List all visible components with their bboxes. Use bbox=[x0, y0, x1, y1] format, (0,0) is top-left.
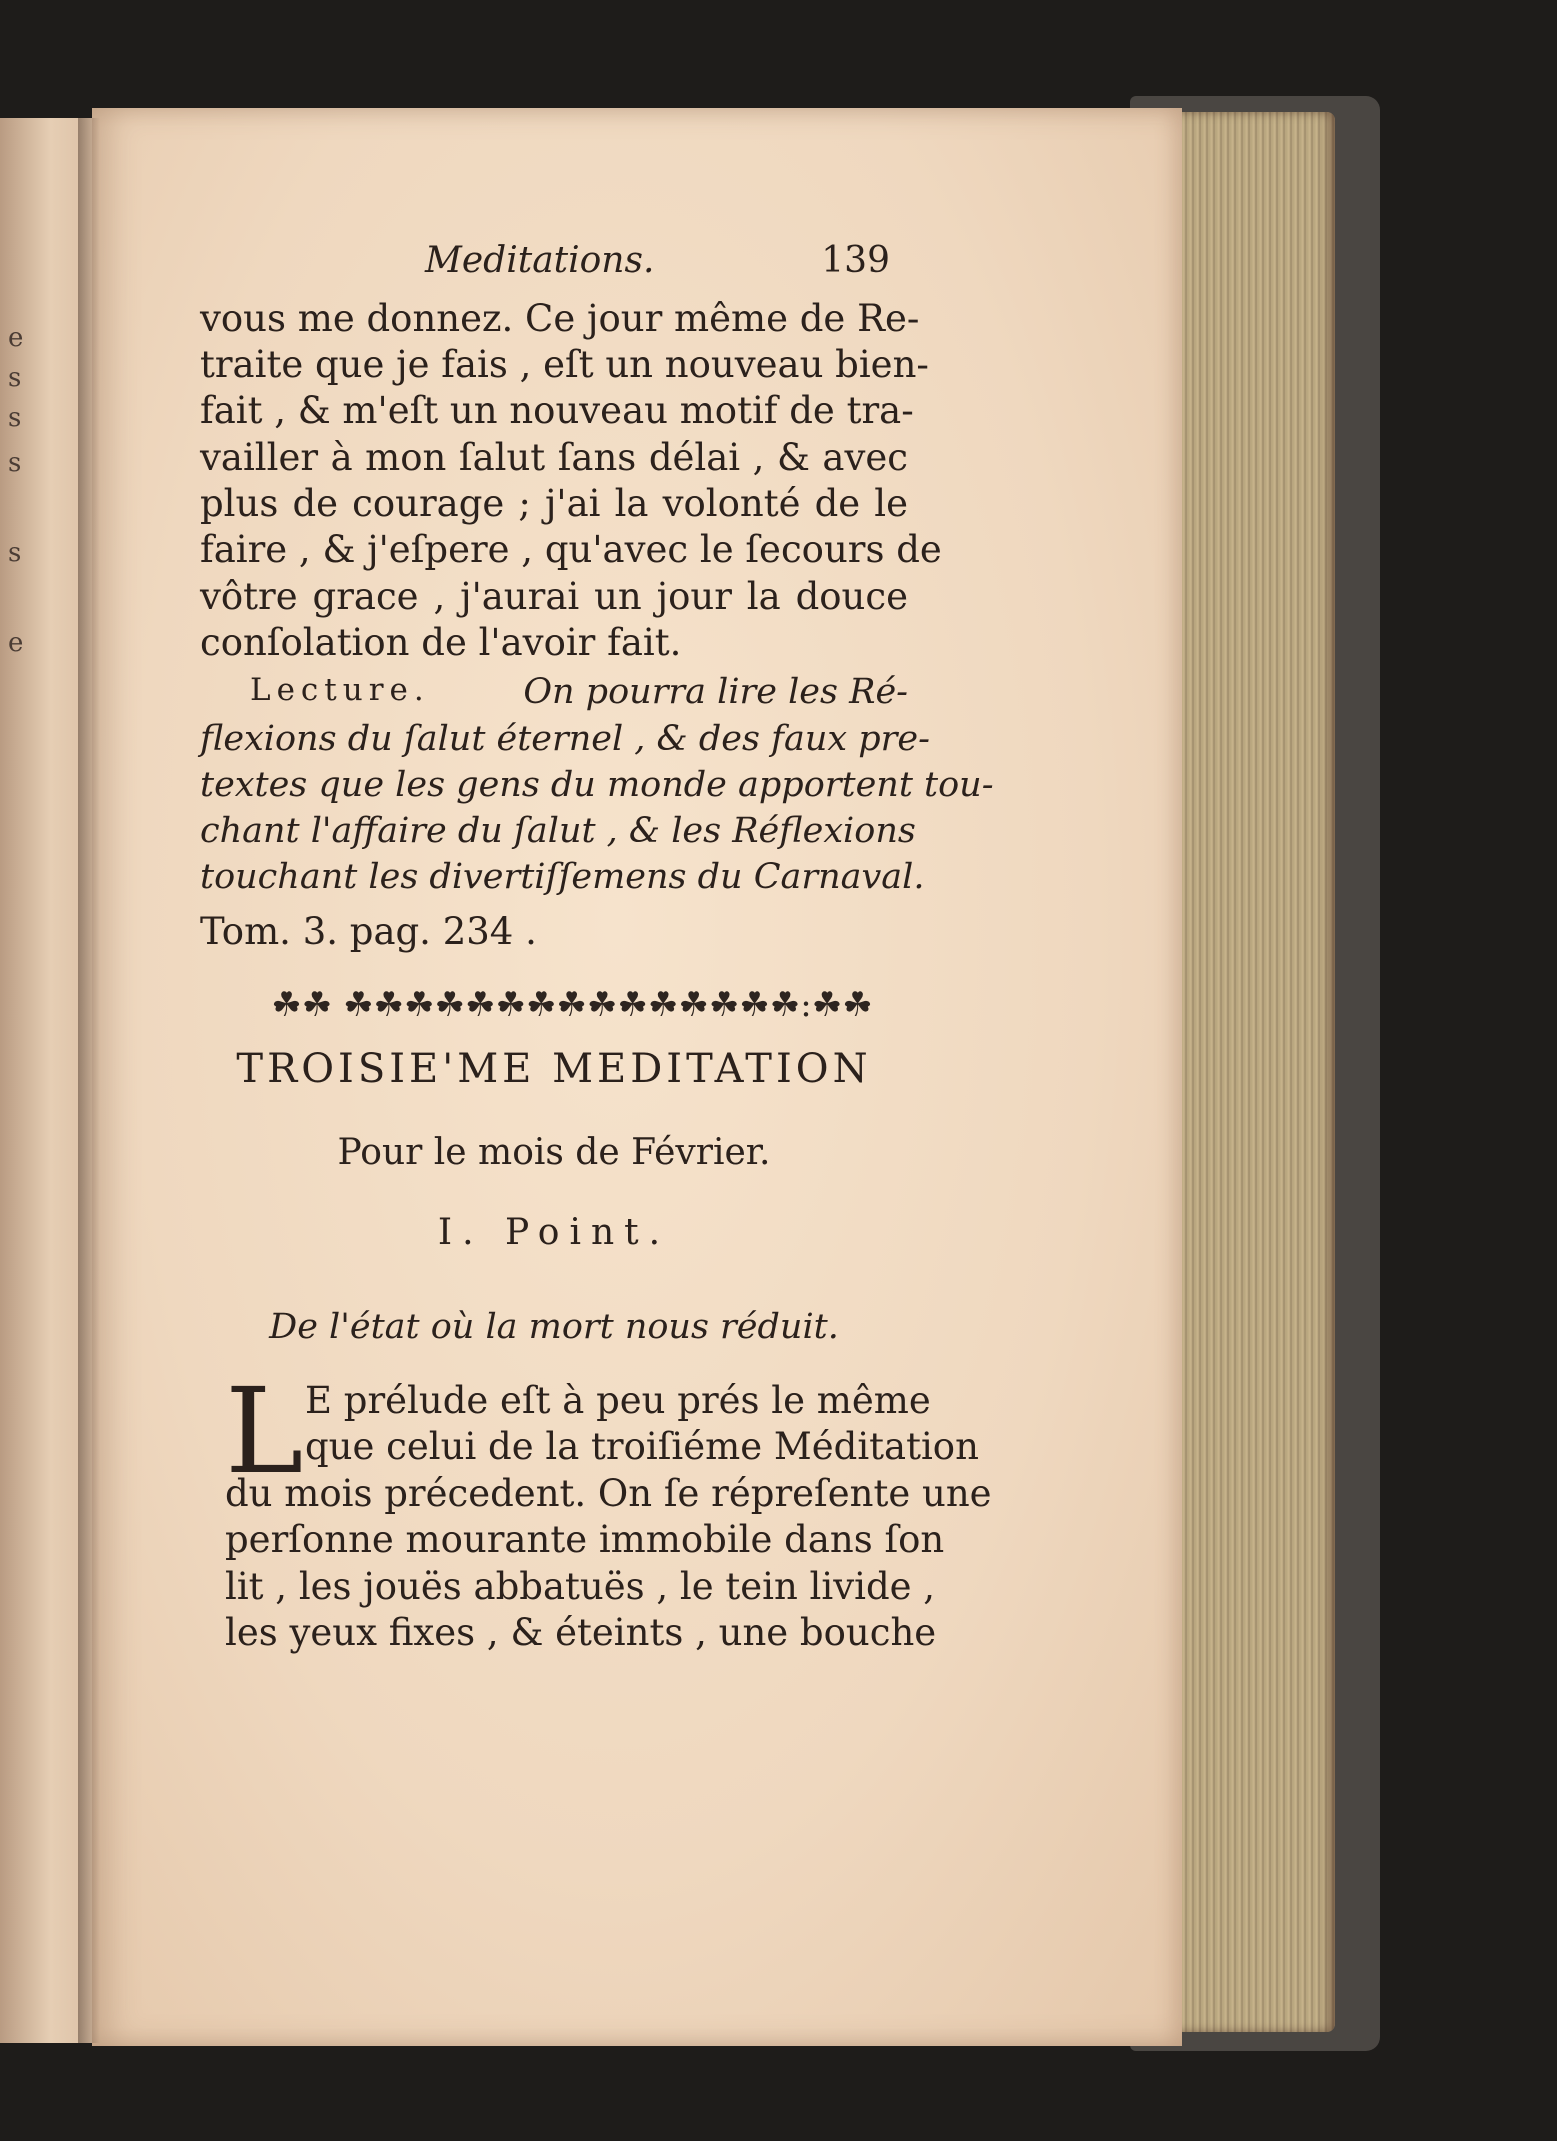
section-title: TROISIE'ME MEDITATION bbox=[236, 1046, 872, 1092]
text-line: perſonne mourante immobile dans ſon bbox=[225, 1518, 945, 1561]
point-heading: I. Point. bbox=[437, 1212, 671, 1253]
lecture-label: Lecture. bbox=[250, 672, 430, 708]
running-header bbox=[425, 240, 890, 284]
text-line: traite que je fais , eſt un nouveau bien- bbox=[200, 343, 929, 386]
page-block-edge bbox=[1160, 112, 1335, 2032]
text-line: conſolation de l'avoir fait. bbox=[200, 621, 682, 664]
running-title: Meditations. bbox=[425, 240, 655, 281]
text-line: lit , les jouës abbatuës , le tein livide , bbox=[225, 1565, 936, 1608]
margin-mark: s bbox=[8, 538, 22, 568]
text-line: vailler à mon ſalut ſans délai , & avec bbox=[200, 436, 908, 479]
text-line: E prélude eſt à peu prés le même bbox=[305, 1379, 931, 1422]
text-line: fait , & m'eſt un nouveau motif de tra- bbox=[200, 389, 914, 432]
section-subtitle: Pour le mois de Février. bbox=[337, 1132, 771, 1173]
page-number: 139 bbox=[821, 240, 890, 281]
margin-mark: s bbox=[8, 403, 22, 433]
text-line: vous me donnez. Ce jour même de Re- bbox=[200, 297, 920, 340]
margin-mark: s bbox=[8, 448, 22, 478]
lecture-line: touchant les divertiſſemens du Carnaval. bbox=[200, 857, 925, 897]
text-line: les yeux fixes , & éteints , une bouche bbox=[225, 1611, 937, 1654]
ornament-divider: ☘☘ ☘☘☘☘☘☘☘☘☘☘☘☘☘☘☘:☘☘ bbox=[271, 985, 873, 1025]
text-line: faire , & j'eſpere , qu'avec le ſecours de bbox=[200, 528, 942, 571]
lecture-reference: Tom. 3. pag. 234 . bbox=[200, 910, 537, 953]
lecture-line: flexions du ſalut éternel , & des faux pre- bbox=[200, 719, 930, 759]
lecture-text: On pourra lire les Ré- bbox=[523, 672, 908, 712]
lecture-line: textes que les gens du monde apportent tou- bbox=[200, 765, 994, 805]
lecture-first-line bbox=[250, 672, 908, 712]
text-line: vôtre grace , j'aurai un jour la douce bbox=[200, 575, 908, 618]
lecture-line: chant l'affaire du ſalut , & les Réflexions bbox=[200, 811, 916, 851]
margin-mark: e bbox=[8, 628, 24, 658]
margin-mark: s bbox=[8, 363, 22, 393]
text-line: plus de courage ; j'ai la volonté de le bbox=[200, 482, 908, 525]
text-line: que celui de la troiſiéme Méditation bbox=[305, 1425, 979, 1468]
margin-mark: e bbox=[8, 323, 24, 353]
drop-cap: L bbox=[225, 1362, 304, 1500]
point-caption: De l'état où la mort nous réduit. bbox=[269, 1307, 839, 1347]
gutter-shadow bbox=[78, 118, 100, 2043]
text-line: du mois précedent. On ſe répreſente une bbox=[225, 1472, 992, 1515]
